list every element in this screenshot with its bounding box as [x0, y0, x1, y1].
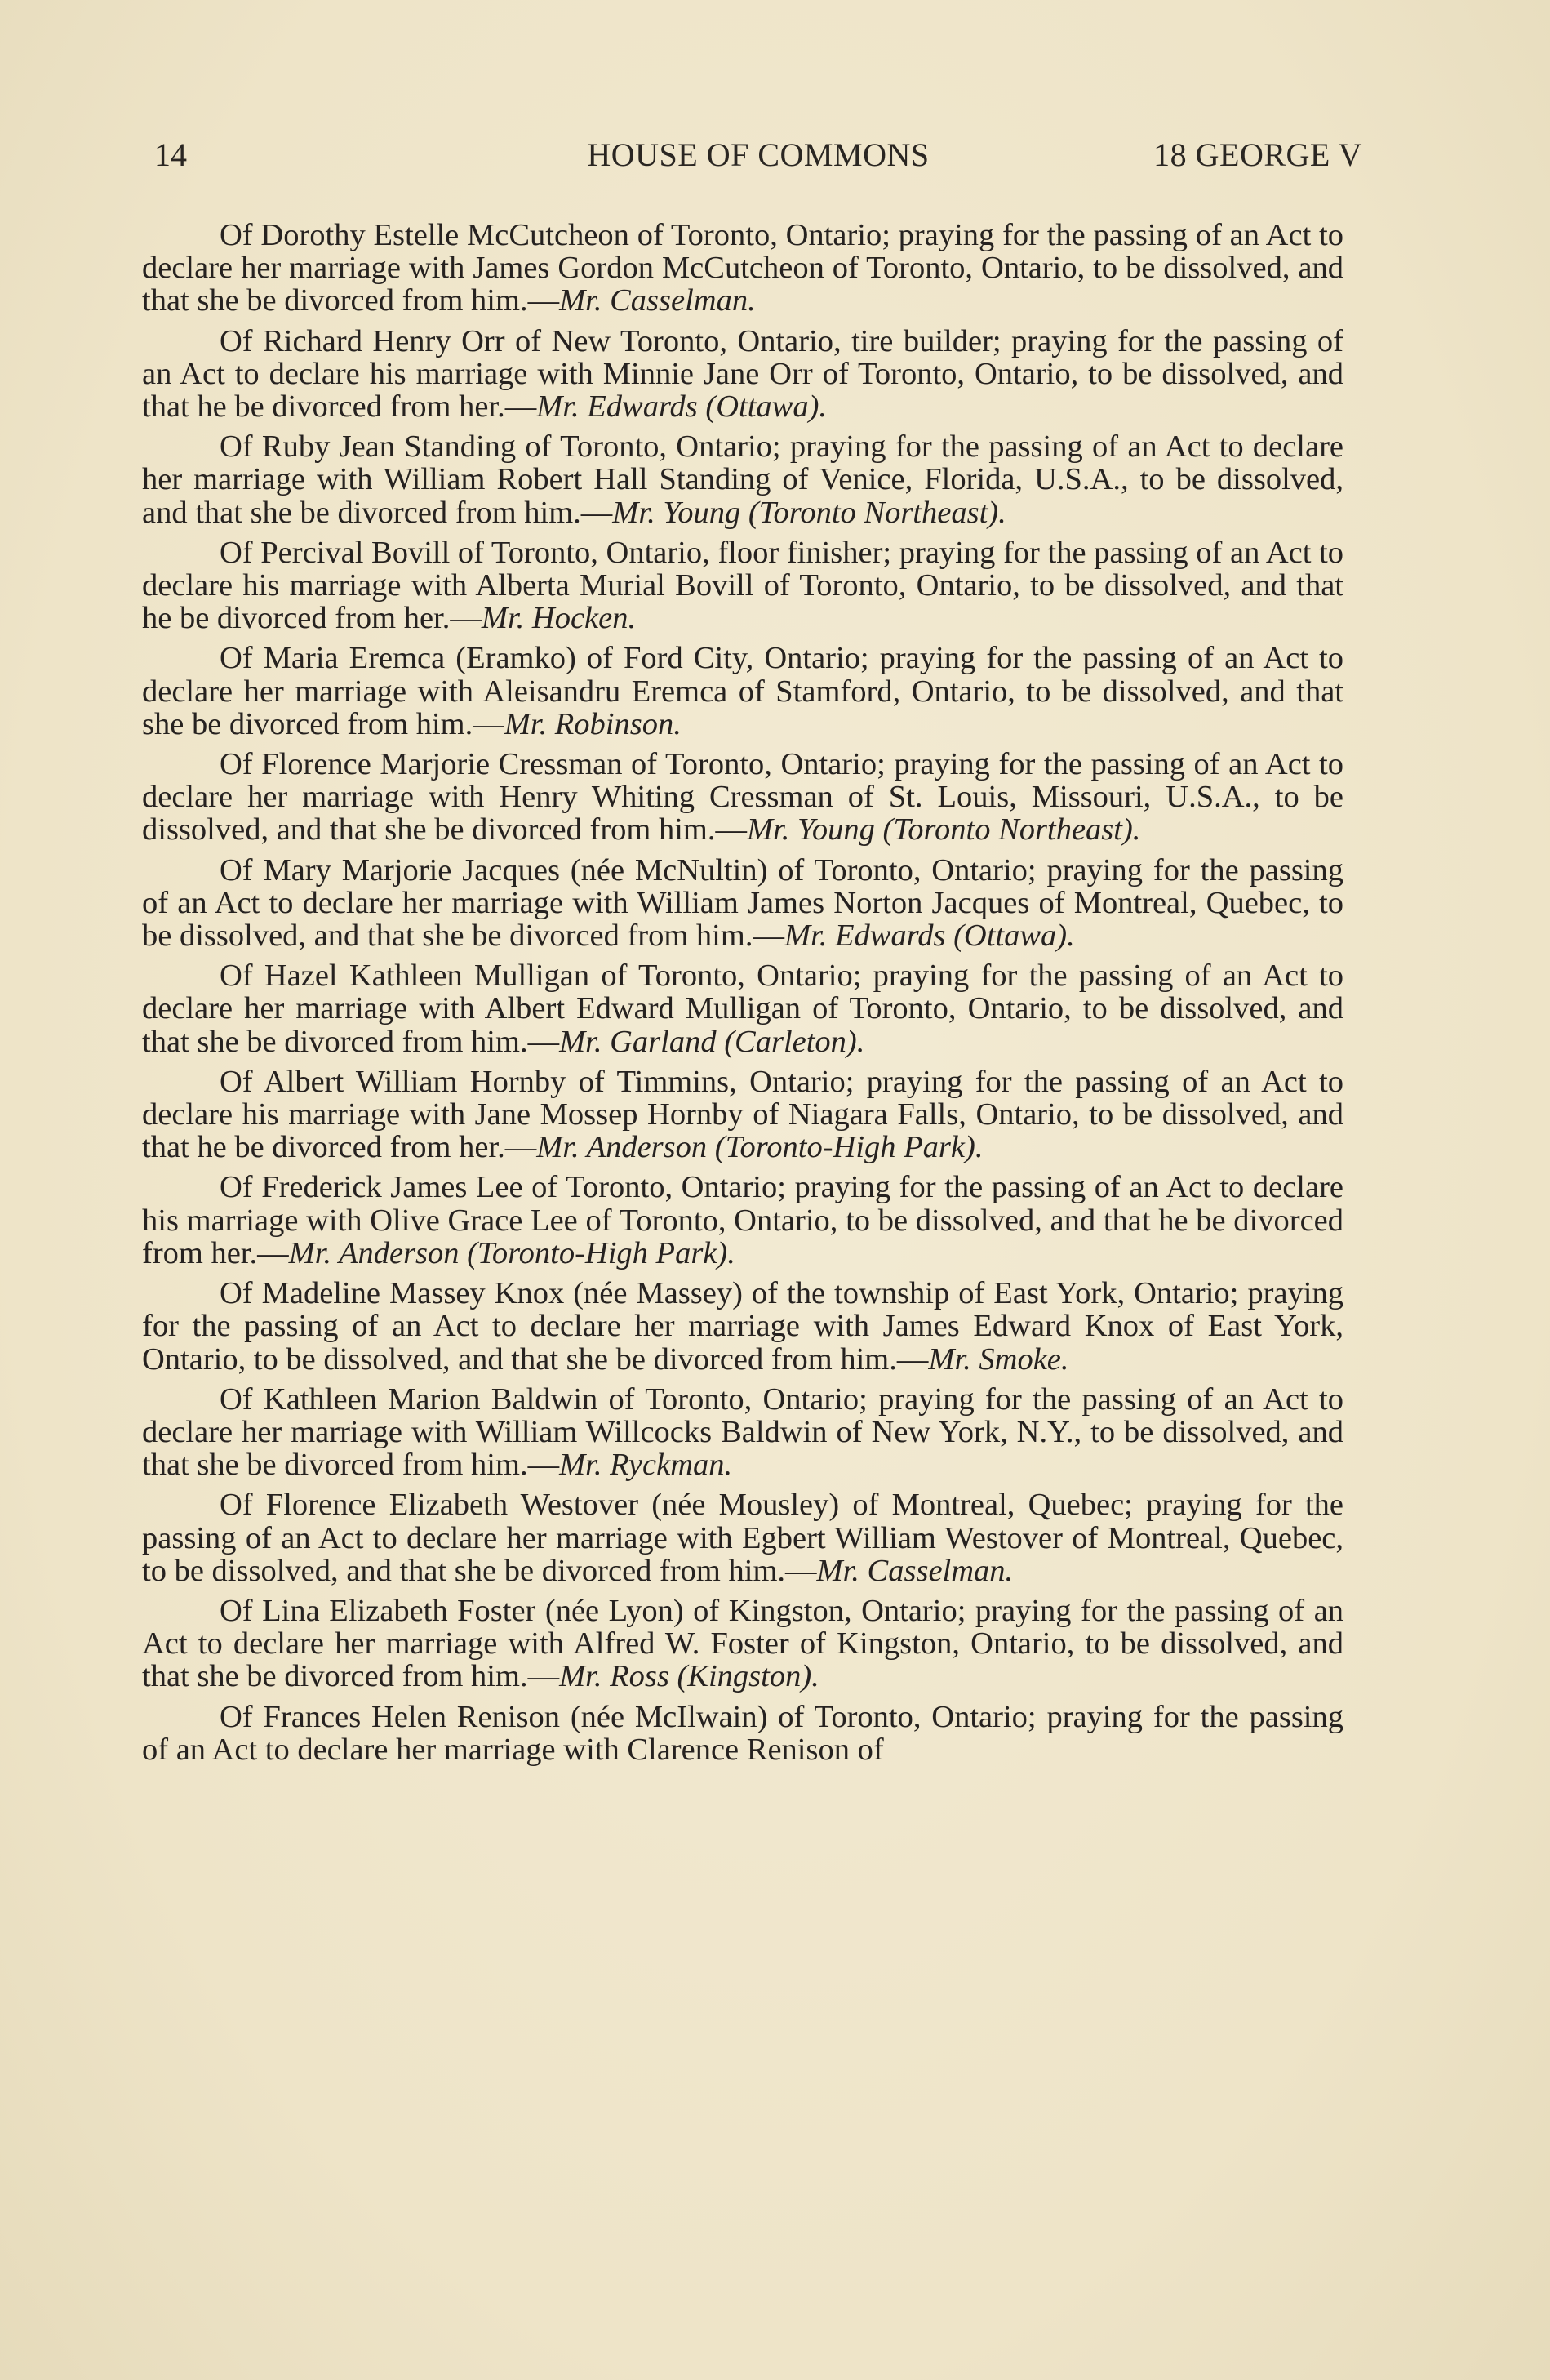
presenting-member: Mr. Casselman. — [559, 283, 756, 318]
petition-entry — [142, 1065, 1343, 1164]
petition-text: Of Frances Helen Renison (née McIlwain) of Toronto, Ontario; praying for the passing of an Act to declare her marriage with Clarence Renison of — [142, 1699, 1343, 1767]
running-title: HOUSE OF COMMONS — [587, 136, 930, 173]
presenting-member: Mr. Edwards (Ottawa). — [536, 389, 828, 425]
presenting-member: Mr. Smoke. — [928, 1341, 1069, 1377]
petition-text: Of Richard Henry Orr of New Toronto, Ontario, tire builder; praying for the passing of an Act to declare his marriage with Minnie Jane Orr of Toronto, Ontario, to be dissolved, and that he be divorced from her.— — [142, 323, 1343, 425]
presenting-member: Mr. Anderson (Toronto-High Park). — [536, 1130, 984, 1165]
presenting-member: Mr. Ryckman. — [559, 1448, 733, 1483]
presenting-member: Mr. Ross (Kingston). — [559, 1659, 819, 1694]
presenting-member: Mr. Casselman. — [816, 1553, 1014, 1588]
petition-entry — [142, 1277, 1343, 1376]
page-number: 14 — [154, 136, 187, 173]
petition-text: Of Hazel Kathleen Mulligan of Toronto, Ontario; praying for the passing of an Act to declare her marriage with Albert Edward Mulligan of Toronto, Ontario, to be dissolved, and that she be divorced from him.— — [142, 959, 1343, 1059]
petition-text: Of Lina Elizabeth Foster (née Lyon) of Kingston, Ontario; praying for the passing of an Act to declare her marriage with Alfred W. Foster of Kingston, Ontario, to be dissolved, and that she be divorced from him.— — [142, 1593, 1343, 1694]
petition-text: Of Percival Bovill of Toronto, Ontario, floor finisher; praying for the passing of an Act to declare his marriage with Alberta Murial Bovill of Toronto, Ontario, to be dissolved, and that he be divorced from her.— — [142, 535, 1343, 636]
petition-entry — [142, 1595, 1343, 1693]
petition-text: Of Maria Eremca (Eramko) of Ford City, Ontario; praying for the passing of an Act to declare her marriage with Aleisandru Eremca of Stamford, Ontario, to be dissolved, and that she be divorced from him.— — [142, 641, 1343, 741]
petition-entry — [142, 1701, 1343, 1766]
petition-text: Of Florence Elizabeth Westover (née Mousley) of Montreal, Quebec; praying for the passing of an Act to declare her marriage with Egbert William Westover of Montreal, Quebec, to be dissolved, and that she be divorced from him.— — [142, 1488, 1343, 1588]
petition-entry — [142, 642, 1343, 741]
petition-entry — [142, 536, 1343, 635]
petition-entry — [142, 748, 1343, 847]
petition-text: Of Florence Marjorie Cressman of Toronto, Ontario; praying for the passing of an Act to declare her marriage with Henry Whiting Cressman of St. Louis, Missouri, U.S.A., to be dissolved, and that she be divorced from him.— — [142, 747, 1343, 847]
page-header — [154, 136, 1362, 185]
presenting-member: Mr. Young (Toronto Northeast). — [612, 495, 1006, 530]
petition-text: Of Mary Marjorie Jacques (née McNultin) of Toronto, Ontario; praying for the passing of an Act to declare her marriage with William James Norton Jacques of Montreal, Quebec, to be dissolved, and that she be divorced from him.— — [142, 852, 1343, 954]
presenting-member: Mr. Anderson (Toronto-High Park). — [288, 1235, 735, 1270]
petition-text: Of Madeline Massey Knox (née Massey) of the township of East York, Ontario; praying for the passing of an Act to declare her marriage with James Edward Knox of East York, Ontario, to be dissolved, and that she be divorced from him.— — [142, 1276, 1343, 1377]
petition-text: Of Albert William Hornby of Timmins, Ontario; praying for the passing of an Act to declare his marriage with Jane Mossep Hornby of Niagara Falls, Ontario, to be dissolved, and that he be divorced from her.— — [142, 1064, 1343, 1165]
petition-entry — [142, 219, 1343, 318]
petition-entry — [142, 854, 1343, 953]
petition-text: Of Kathleen Marion Baldwin of Toronto, Ontario; praying for the passing of an Act to declare her marriage with William Willcocks Baldwin of New York, N.Y., to be dissolved, and that she be divorced from him.— — [142, 1381, 1343, 1483]
presenting-member: Mr. Robinson. — [504, 706, 682, 741]
petition-entry — [142, 430, 1343, 529]
petition-entry — [142, 959, 1343, 1058]
presenting-member: Mr. Young (Toronto Northeast). — [746, 812, 1141, 847]
petition-entry — [142, 325, 1343, 424]
petition-entry — [142, 1383, 1343, 1482]
petition-list — [142, 219, 1343, 1773]
session-label: 18 GEORGE V — [1153, 136, 1362, 173]
presenting-member: Mr. Edwards (Ottawa). — [784, 919, 1075, 954]
petition-text: Of Dorothy Estelle McCutcheon of Toronto, Ontario; praying for the passing of an Act to declare her marriage with James Gordon McCutcheon of Toronto, Ontario, to be dissolved, and that she be divorced from him.— — [142, 218, 1343, 318]
petition-text: Of Ruby Jean Standing of Toronto, Ontario; praying for the passing of an Act to declare her marriage with William Robert Hall Standing of Venice, Florida, U.S.A., to be dissolved, and that she be divorced from him.— — [142, 429, 1343, 530]
presenting-member: Mr. Garland (Carleton). — [559, 1024, 865, 1059]
petition-entry — [142, 1171, 1343, 1270]
petition-entry — [142, 1488, 1343, 1587]
presenting-member: Mr. Hocken. — [481, 601, 637, 636]
petition-text: Of Frederick James Lee of Toronto, Ontario; praying for the passing of an Act to declare his marriage with Olive Grace Lee of Toronto, Ontario, to be dissolved, and that he be divorced from her.— — [142, 1170, 1343, 1270]
